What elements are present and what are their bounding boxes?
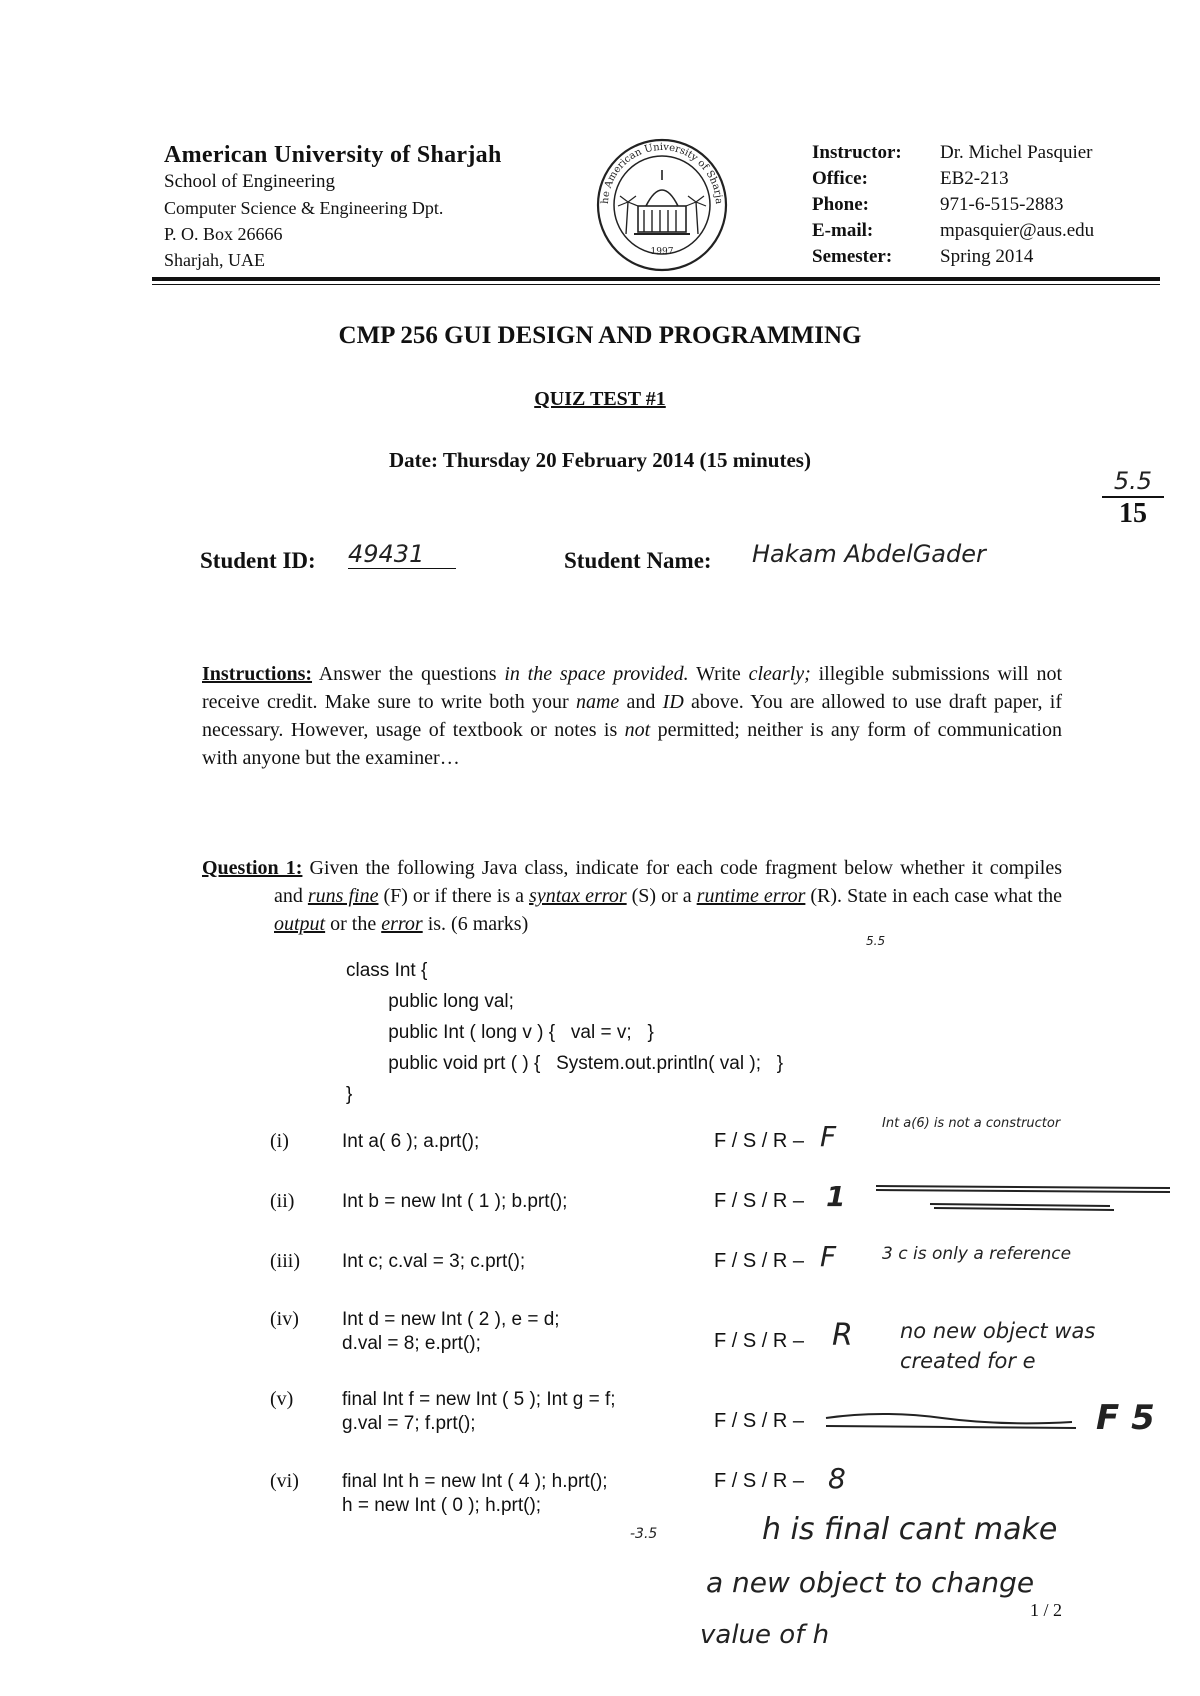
item-3-note: 3 c is only a reference bbox=[882, 1244, 1072, 1264]
item-1-answer: F bbox=[820, 1120, 837, 1153]
q1-emph-3: runtime error bbox=[696, 885, 806, 907]
semester-label: Semester: bbox=[812, 246, 893, 267]
question-1-label: Question 1: bbox=[202, 857, 303, 879]
item-3-options[interactable]: F / S / R – bbox=[714, 1250, 805, 1272]
q1-emph-4: output bbox=[274, 913, 326, 935]
phone-value: 971-6-515-2883 bbox=[940, 194, 1064, 215]
final-note-line-2: a new object to change bbox=[706, 1566, 1035, 1599]
phone-label: Phone: bbox=[812, 194, 869, 215]
course-title: CMP 256 GUI DESIGN AND PROGRAMMING bbox=[338, 322, 862, 349]
item-1-note: Int a(6) is not a constructor bbox=[882, 1116, 1061, 1131]
item-3-answer: F bbox=[820, 1240, 837, 1273]
student-id-label: Student ID: bbox=[200, 548, 316, 573]
item-4-options[interactable]: F / S / R – bbox=[714, 1330, 805, 1352]
instructions-text-6: permitted; neither is any form of communication with anyone but the examiner… bbox=[202, 719, 1062, 769]
university-seal bbox=[594, 136, 730, 274]
final-note-line-1: h is final cant make bbox=[762, 1512, 1058, 1547]
code-line-2: public long val; bbox=[346, 991, 514, 1012]
item-6-options[interactable]: F / S / R – bbox=[714, 1470, 805, 1492]
class-code bbox=[346, 955, 783, 1110]
item-6-mark: -3.5 bbox=[630, 1526, 658, 1542]
q1-text-4: (R). State in each case what the bbox=[805, 885, 1063, 907]
instructions-emph-3: name bbox=[575, 691, 620, 713]
q1-emph-5: error bbox=[381, 913, 423, 935]
item-1-number: (i) bbox=[270, 1130, 289, 1152]
item-4-code: Int d = new Int ( 2 ), e = d; d.val = 8; e.prt(); bbox=[342, 1309, 560, 1354]
instructor-label: Instructor: bbox=[812, 142, 902, 163]
student-id-value[interactable]: 49431 bbox=[348, 540, 456, 569]
item-2-scribble bbox=[870, 1176, 1178, 1216]
item-3-number: (iii) bbox=[270, 1250, 300, 1272]
item-5-number: (v) bbox=[270, 1388, 294, 1410]
header-rule-thick bbox=[152, 277, 1160, 281]
item-4-answer: R bbox=[832, 1318, 853, 1353]
question-1-text bbox=[202, 854, 1062, 938]
instructions-text-4: and bbox=[619, 691, 663, 713]
instructor-name: Dr. Michel Pasquier bbox=[940, 142, 1093, 163]
university-name: American University of Sharjah bbox=[164, 142, 502, 168]
item-1-options[interactable]: F / S / R – bbox=[714, 1130, 805, 1152]
code-line-5: } bbox=[346, 1084, 353, 1105]
instructions-emph-5: not bbox=[624, 719, 651, 741]
seal-year: 1997 bbox=[650, 247, 674, 257]
q1-emph-2: syntax error bbox=[529, 885, 627, 907]
university-block bbox=[164, 142, 502, 273]
item-3-code: Int c; c.val = 3; c.prt(); bbox=[342, 1251, 526, 1272]
score-awarded: 5.5 bbox=[1113, 467, 1153, 495]
instructions-label: Instructions: bbox=[202, 663, 313, 685]
semester-value: Spring 2014 bbox=[940, 246, 1034, 267]
department-name: Computer Science & Engineering Dpt. bbox=[164, 198, 444, 218]
student-name-label: Student Name: bbox=[564, 548, 712, 573]
svg-text:The American University of Sha bbox=[594, 136, 724, 205]
score-box bbox=[1098, 466, 1168, 530]
instructions-emph-4: ID bbox=[662, 691, 684, 713]
seal-ring-text: he American University of Sharja bbox=[599, 141, 725, 205]
final-note-line-3: value of h bbox=[700, 1620, 830, 1650]
instructions-text-5: above. You are allowed to use draft paper, if necessary. However, usage of textbook or notes is bbox=[202, 691, 1062, 741]
score-total: 15 bbox=[1119, 498, 1147, 529]
item-6-answer: 8 bbox=[828, 1462, 846, 1495]
item-5-options[interactable]: F / S / R – bbox=[714, 1410, 805, 1432]
q1-emph-1: runs fine bbox=[307, 885, 379, 907]
code-line-3: public Int ( long v ) { val = v; } bbox=[346, 1022, 654, 1043]
item-5-answer: F 5 bbox=[1096, 1398, 1155, 1438]
po-box: P. O. Box 26666 bbox=[164, 224, 283, 244]
instructions-text-1: Answer the questions bbox=[312, 663, 505, 685]
item-6-number: (vi) bbox=[270, 1470, 299, 1492]
item-4-note: no new object was created for e bbox=[900, 1319, 1096, 1373]
q1-text-6: is. (6 marks) bbox=[422, 913, 529, 935]
item-4-number: (iv) bbox=[270, 1308, 299, 1330]
quiz-title: QUIZ TEST #1 bbox=[534, 388, 666, 410]
instructor-block bbox=[812, 140, 1094, 270]
q1-text-5: or the bbox=[325, 913, 382, 935]
q1-section-mark: 5.5 bbox=[866, 934, 886, 948]
quiz-date: Date: Thursday 20 February 2014 (15 minutes) bbox=[389, 448, 811, 472]
item-2-options[interactable]: F / S / R – bbox=[714, 1190, 805, 1212]
office-label: Office: bbox=[812, 168, 868, 189]
student-name-value[interactable]: Hakam AbdelGader bbox=[752, 540, 986, 568]
email-value: mpasquier@aus.edu bbox=[940, 220, 1095, 241]
instructions-text-2: Write bbox=[688, 663, 749, 685]
item-2-code: Int b = new Int ( 1 ); b.prt(); bbox=[342, 1191, 568, 1212]
email-label: E-mail: bbox=[812, 220, 874, 241]
item-2-number: (ii) bbox=[270, 1190, 295, 1212]
code-line-1: class Int { bbox=[346, 960, 428, 981]
item-6-code: final Int h = new Int ( 4 ); h.prt(); h = new Int ( 0 ); h.prt(); bbox=[342, 1471, 608, 1516]
item-5-code: final Int f = new Int ( 5 ); Int g = f; g.val = 7; f.prt(); bbox=[342, 1389, 616, 1434]
instructions bbox=[202, 660, 1062, 772]
instructions-emph-1: in the space provided. bbox=[504, 663, 689, 685]
item-5-scribble bbox=[822, 1406, 1082, 1440]
instructions-emph-2: clearly; bbox=[748, 663, 811, 685]
q1-text-3: (S) or a bbox=[626, 885, 697, 907]
item-1-code: Int a( 6 ); a.prt(); bbox=[342, 1131, 480, 1152]
school-name: School of Engineering bbox=[164, 171, 335, 192]
city: Sharjah, UAE bbox=[164, 250, 265, 270]
seal-icon bbox=[594, 136, 730, 274]
code-line-4: public void prt ( ) { System.out.println( val ); } bbox=[346, 1053, 784, 1074]
page-number: 1 / 2 bbox=[1030, 1600, 1063, 1620]
office-value: EB2-213 bbox=[940, 168, 1009, 189]
q1-text-1: Given the following Java class, indicate for each code fragment below whether it compiles and bbox=[274, 857, 1062, 907]
item-2-answer: 1 bbox=[826, 1180, 846, 1213]
header-rule-thin bbox=[152, 284, 1160, 285]
q1-text-2: (F) or if there is a bbox=[378, 885, 530, 907]
instructions-text-3: illegible submissions will not receive credit. Make sure to write both your bbox=[202, 663, 1062, 713]
